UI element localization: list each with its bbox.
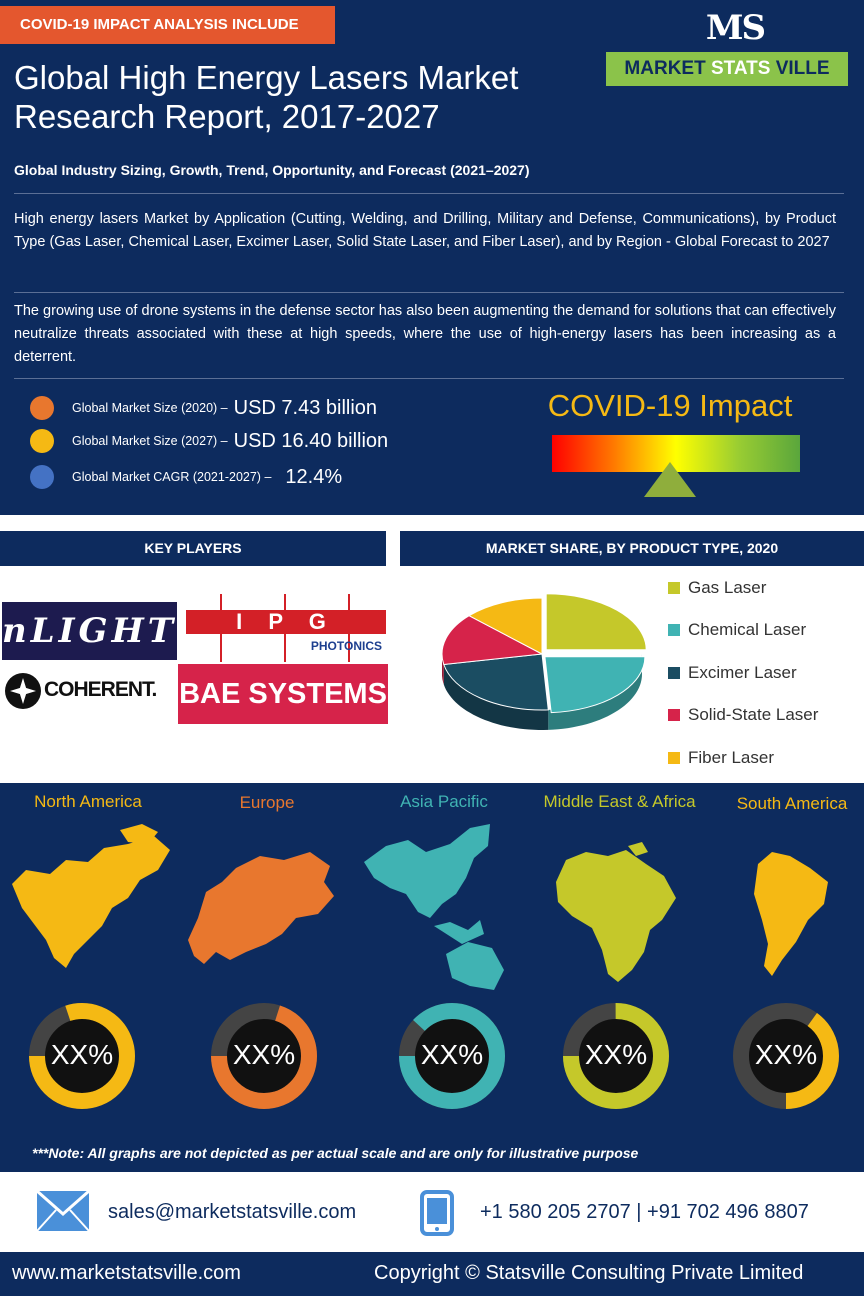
- south-america-value: XX%: [754, 1039, 818, 1070]
- covid-impact-title: COVID-19 Impact: [547, 388, 793, 423]
- phone-numbers[interactable]: +1 580 205 2707 | +91 702 496 8807: [480, 1201, 809, 1223]
- coherent-mark-icon: [4, 672, 42, 710]
- legend-swatch: [668, 752, 680, 764]
- region-europe-label: Europe: [239, 793, 295, 812]
- stat-dot: [30, 429, 54, 453]
- logo-name-a: MARKET: [624, 58, 711, 79]
- illustrative-note: ***Note: All graphs are not depicted as per actual scale and are only for illustrative purpose: [32, 1145, 639, 1161]
- region-asia-pacific-label: Asia Pacific: [400, 792, 488, 811]
- title-line-2: Research Report, 2017-2027: [14, 98, 440, 135]
- covid-badge: COVID-19 IMPACT ANALYSIS INCLUDE: [0, 6, 335, 44]
- region-mea-label: Middle East & Africa: [543, 792, 696, 811]
- bae-logo: BAE SYSTEMS: [178, 664, 388, 724]
- legend-chemical-laser: [668, 620, 806, 640]
- stat-dot: [30, 465, 54, 489]
- north-america-value: XX%: [50, 1039, 114, 1070]
- impact-pointer-icon: [642, 460, 698, 498]
- stat-market-size-2027: [30, 427, 388, 455]
- logo-name-b: STATS: [710, 58, 771, 79]
- north-america-map-icon: [8, 822, 178, 972]
- summary: The growing use of drone systems in the defense sector has also been augmenting the demand for solutions that can effectively neutralize threats associated with these at high speeds, where the use of high-energy lasers has been increasing as a deterrent.: [14, 303, 836, 365]
- region-south-america-label: South America: [736, 794, 848, 813]
- title-line-1: Global High Energy Lasers Market: [14, 59, 519, 96]
- pie-slice-chemical-laser: [545, 657, 645, 713]
- legend-excimer-laser: [668, 663, 797, 683]
- legend-swatch: [668, 667, 680, 679]
- south-america-map-icon: [750, 848, 840, 978]
- europe-value: XX%: [232, 1039, 296, 1070]
- stat-value: 12.4%: [285, 465, 343, 488]
- legend-swatch: [668, 709, 680, 721]
- ipg-logo-text: I P G: [236, 609, 336, 634]
- legend-label: Solid-State Laser: [688, 705, 819, 724]
- coherent-logo-text: COHERENT.: [44, 678, 157, 701]
- divider: [14, 378, 844, 379]
- subtitle: Global Industry Sizing, Growth, Trend, Opportunity, and Forecast (2021–2027): [14, 162, 530, 178]
- email-link[interactable]: sales@marketstatsville.com: [108, 1201, 357, 1223]
- divider: [14, 193, 844, 194]
- region-north-america-label: North America: [34, 792, 142, 811]
- stat-dot: [30, 396, 54, 420]
- key-players-header: KEY PLAYERS: [0, 531, 386, 566]
- legend-swatch: [668, 624, 680, 636]
- coherent-logo: [2, 664, 177, 720]
- middle-east-africa-value: XX%: [584, 1039, 648, 1070]
- stat-label: Global Market Size (2027) –: [72, 434, 228, 448]
- stat-cagr: [30, 463, 342, 491]
- stat-label: Global Market Size (2020) –: [72, 401, 228, 415]
- legend-label: Gas Laser: [688, 578, 767, 597]
- logo-name: [606, 52, 848, 86]
- middle-east-africa-map-icon: [552, 842, 682, 992]
- legend-label: Excimer Laser: [688, 663, 797, 682]
- legend-fiber-laser: [668, 748, 774, 768]
- mail-icon: [36, 1190, 90, 1232]
- pie-slice-gas-laser: [546, 594, 646, 650]
- legend-label: Fiber Laser: [688, 748, 774, 767]
- phone-icon: [420, 1190, 454, 1236]
- copyright: Copyright © Statsville Consulting Private Limited: [374, 1262, 804, 1284]
- stat-label: Global Market CAGR (2021-2027) –: [72, 470, 272, 484]
- asia-pacific-value: XX%: [420, 1039, 484, 1070]
- nlight-logo: nLIGHT: [2, 602, 177, 660]
- website-link[interactable]: www.marketstatsville.com: [12, 1262, 241, 1284]
- stat-value: USD 7.43 billion: [233, 396, 378, 419]
- ipg-logo-sub: PHOTONICS: [310, 639, 382, 653]
- legend-solid-state-laser: [668, 705, 818, 725]
- logo-name-c: VILLE: [770, 58, 830, 79]
- logo-mark: MS: [705, 8, 765, 48]
- legend-swatch: [668, 582, 680, 594]
- legend-label: Chemical Laser: [688, 620, 807, 639]
- asia-pacific-map-icon: [360, 822, 510, 1002]
- market-share-pie-chart: [430, 588, 670, 758]
- market-share-header: MARKET SHARE, BY PRODUCT TYPE, 2020: [400, 531, 864, 566]
- europe-map-icon: [186, 848, 336, 968]
- divider: [14, 292, 844, 293]
- stat-market-size-2020: [30, 394, 377, 422]
- legend-gas-laser: [668, 578, 766, 598]
- description: High energy lasers Market by Application (Cutting, Welding, and Drilling, Military and Defense, Communications), by Product Type (Gas Laser, Chemical Laser, Excimer Laser, Solid State Laser, and Fiber Laser), and by Region - Global Forecast to 2027: [14, 211, 836, 250]
- stat-value: USD 16.40 billion: [233, 429, 389, 452]
- ipg-logo: [178, 594, 388, 662]
- page-title: [14, 58, 594, 136]
